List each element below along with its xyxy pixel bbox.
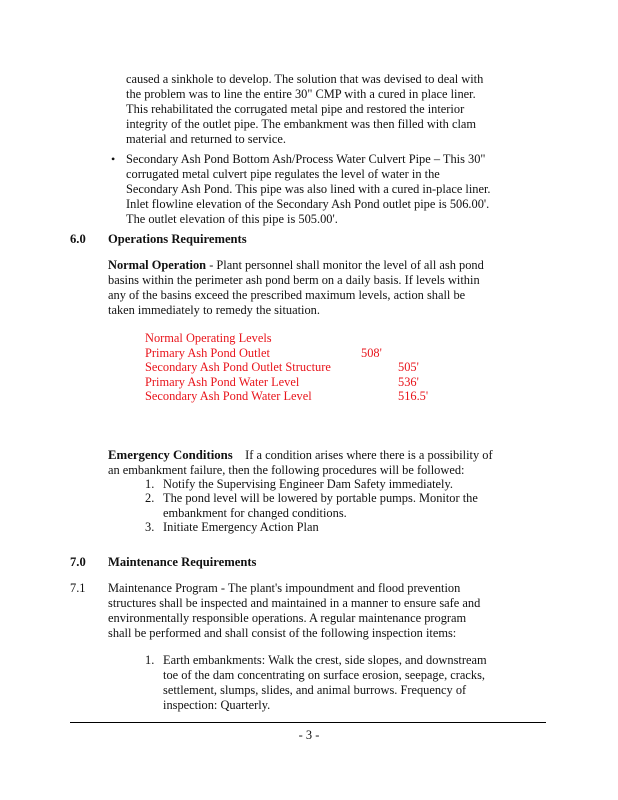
inspection-item-number: 1.: [145, 653, 155, 667]
inspection-item-text: [163, 653, 487, 713]
text-line: environmentally responsible operations. A regular maintenance program: [108, 611, 467, 625]
section-6-number: 6.0: [70, 232, 86, 246]
text-line: The pond level will be lowered by portable pumps. Monitor the: [163, 491, 478, 505]
text-line: integrity of the outlet pipe. The embankment was then filled with clam: [126, 117, 477, 131]
maintenance-program-paragraph: [108, 581, 480, 641]
bullet-symbol: •: [111, 152, 116, 166]
text-line: taken immediately to remedy the situation.: [108, 303, 320, 317]
level-row-label: Primary Ash Pond Outlet: [145, 346, 270, 360]
text-line: embankment for changed conditions.: [163, 506, 347, 520]
text-line: If a condition arises where there is a possibility of: [232, 448, 493, 462]
level-row-label: Secondary Ash Pond Outlet Structure: [145, 360, 331, 374]
emergency-paragraph: [108, 448, 493, 478]
step-number: 1.: [145, 477, 155, 491]
text-line: settlement, slumps, slides, and animal burrows. Frequency of: [163, 683, 467, 697]
level-row-value: 536': [398, 375, 419, 389]
text-line: caused a sinkhole to develop. The solution that was devised to deal with: [126, 72, 484, 86]
text-line: Inlet flowline elevation of the Secondary Ash Pond outlet pipe is 506.00'.: [126, 197, 490, 211]
text-line: Secondary Ash Pond. This pipe was also lined with a cured in-place liner.: [126, 182, 491, 196]
levels-title: Normal Operating Levels: [145, 331, 272, 345]
text-line: toe of the dam concentrating on surface erosion, seepage, cracks,: [163, 668, 486, 682]
emergency-lead: Emergency Conditions: [108, 448, 233, 462]
step-text: Notify the Supervising Engineer Dam Safety immediately.: [163, 477, 453, 491]
footer-rule: [70, 722, 546, 723]
level-row-label: Secondary Ash Pond Water Level: [145, 389, 312, 403]
normal-operation-lead: Normal Operation: [108, 258, 207, 272]
level-row-value: 505': [398, 360, 419, 374]
text-line: This rehabilitated the corrugated metal pipe and restored the interior: [126, 102, 465, 116]
text-line: material and returned to service.: [126, 132, 286, 146]
section-7-number: 7.0: [70, 555, 86, 569]
text-line: - Plant personnel shall monitor the level of all ash pond: [206, 258, 484, 272]
text-line: Secondary Ash Pond Bottom Ash/Process Water Culvert Pipe – This 30": [126, 152, 486, 166]
section-6-title: Operations Requirements: [108, 232, 247, 246]
text-line: shall be performed and shall consist of the following inspection items:: [108, 626, 457, 640]
text-line: an embankment failure, then the following procedures will be followed:: [108, 463, 465, 477]
level-row-value: 516.5': [398, 389, 429, 403]
page-number: - 3 -: [298, 728, 320, 742]
normal-operation-paragraph: [108, 258, 484, 318]
continued-paragraph: [126, 72, 483, 147]
text-line: Maintenance Program - The plant's impoundment and flood prevention: [108, 581, 461, 595]
text-line: Earth embankments: Walk the crest, side slopes, and downstream: [163, 653, 487, 667]
subsection-7-1-number: 7.1: [70, 581, 86, 595]
text-line: basins within the perimeter ash pond berm on a daily basis. If levels within: [108, 273, 480, 287]
level-row-value: 508': [361, 346, 382, 360]
section-7-title: Maintenance Requirements: [108, 555, 257, 569]
step-text: [163, 491, 478, 521]
text-line: any of the basins exceed the prescribed maximum levels, action shall be: [108, 288, 466, 302]
step-number: 2.: [145, 491, 155, 505]
step-text: Initiate Emergency Action Plan: [163, 520, 319, 534]
text-line: inspection: Quarterly.: [163, 698, 271, 712]
bullet-paragraph: [126, 152, 491, 227]
text-line: The outlet elevation of this pipe is 505.00'.: [126, 212, 338, 226]
text-line: corrugated metal culvert pipe regulates the level of water in the: [126, 167, 440, 181]
level-row-label: Primary Ash Pond Water Level: [145, 375, 300, 389]
text-line: the problem was to line the entire 30" CMP with a cured in place liner.: [126, 87, 476, 101]
step-number: 3.: [145, 520, 155, 534]
text-line: structures shall be inspected and maintained in a manner to ensure safe and: [108, 596, 481, 610]
